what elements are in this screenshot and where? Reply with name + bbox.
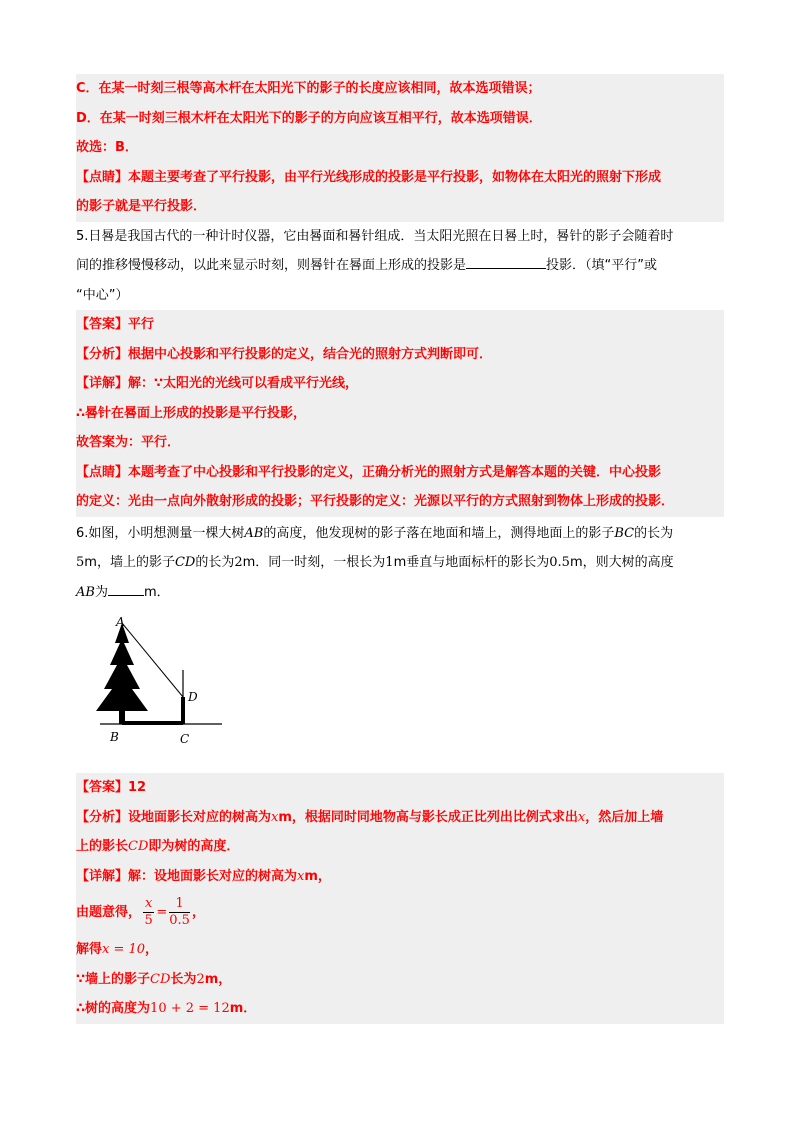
q5-line-2: 间的推移慢慢移动，以此来显示时刻，则晷针在晷面上形成的投影是 投影．（填“平行”或 <box>76 251 724 281</box>
q6-equation: 由题意得， $\frac{x}{5}$ = $\frac{1}{0.5}$ ， <box>76 896 205 928</box>
q5-answer: 【答案】平行 <box>76 317 155 332</box>
q5-dianjing-1: 【点睛】本题考查了中心投影和平行投影的定义，正确分析光的照射方式是解答本题的关键．中心投影 <box>76 464 662 480</box>
dianjing-line-2: 的影子就是平行投影． <box>76 199 207 214</box>
q5-analysis: 【分析】根据中心投影和平行投影的定义，结合光的照射方式判断即可． <box>76 346 493 362</box>
q6-line-2: 5m，墙上的影子CD的长为2m．同一时刻，一根长为1m垂直与地面标杆的影长为0.5m，则大树的高度 <box>76 555 674 570</box>
tree-icon <box>96 623 148 724</box>
q6-solve: 解得x = 10， <box>76 942 159 957</box>
label-a: A <box>116 617 125 629</box>
answer-blank <box>466 255 546 269</box>
document-page <box>76 74 724 1024</box>
question-6 <box>76 519 724 608</box>
figure-svg <box>90 617 230 749</box>
q5-detail: 【详解】解：∵太阳光的光线可以看成平行光线， <box>76 376 359 391</box>
q6-line-3: AB为 m． <box>76 578 724 608</box>
q6-tree-height: ∴树的高度为10 + 2 = 12m． <box>76 1001 257 1016</box>
q5-line-3: “中心”） <box>76 287 129 303</box>
option-c-explanation: C．在某一时刻三根等高木杆在太阳光下的影子的长度应该相同，故本选项错误； <box>76 81 541 96</box>
label-d: D <box>188 690 198 704</box>
dianjing-line-1: 【点睛】本题主要考查了平行投影，由平行光线形成的投影是平行投影，如物体在太阳光的照射下形成 <box>76 169 662 185</box>
q5-final: 故答案为：平行． <box>76 435 181 450</box>
q6-analysis-1: 【分析】设地面影长对应的树高为xm，根据同时同地物高与影长成正比列出比例式求出x，然后加上墙 <box>76 809 664 825</box>
label-b: B <box>110 730 119 744</box>
q5-solution-block <box>76 310 724 517</box>
q6-analysis-2: 上的影长CD即为树的高度． <box>76 839 240 854</box>
q6-answer: 【答案】12 <box>76 780 147 795</box>
question-5 <box>76 222 724 311</box>
solution-block-previous <box>76 74 724 222</box>
option-d-explanation: D．在某一时刻三根木杆在太阳光下的影子的方向应该互相平行，故本选项错误． <box>76 110 542 126</box>
q6-line-1: 6.如图，小明想测量一棵大树AB的高度，他发现树的影子落在地面和墙上，测得地面上的影子BC的长为 <box>76 525 674 541</box>
label-c: C <box>180 732 190 746</box>
answer-blank <box>108 582 144 596</box>
fraction-left: $\frac{x}{5}$ <box>144 896 153 928</box>
q6-solution-block <box>76 773 724 1024</box>
q6-wall-shadow: ∵墙上的影子CD长为2m， <box>76 971 232 987</box>
choice-line: 故选：B． <box>76 140 138 155</box>
fraction-right: $\frac{1}{0.5}$ <box>169 896 190 928</box>
q5-line-1: 5.日晷是我国古代的一种计时仪器，它由晷面和晷针组成．当太阳光照在日晷上时，晷针的影子会随着时 <box>76 228 674 244</box>
q6-detail: 【详解】解：设地面影长对应的树高为xm， <box>76 868 331 884</box>
tree-shadow-figure <box>90 617 724 753</box>
q5-dianjing-2: 的定义：光由一点向外散射形成的投影；平行投影的定义：光源以平行的方式照射到物体上形成的投影． <box>76 494 675 509</box>
q5-therefore: ∴晷针在晷面上形成的投影是平行投影， <box>76 405 307 421</box>
